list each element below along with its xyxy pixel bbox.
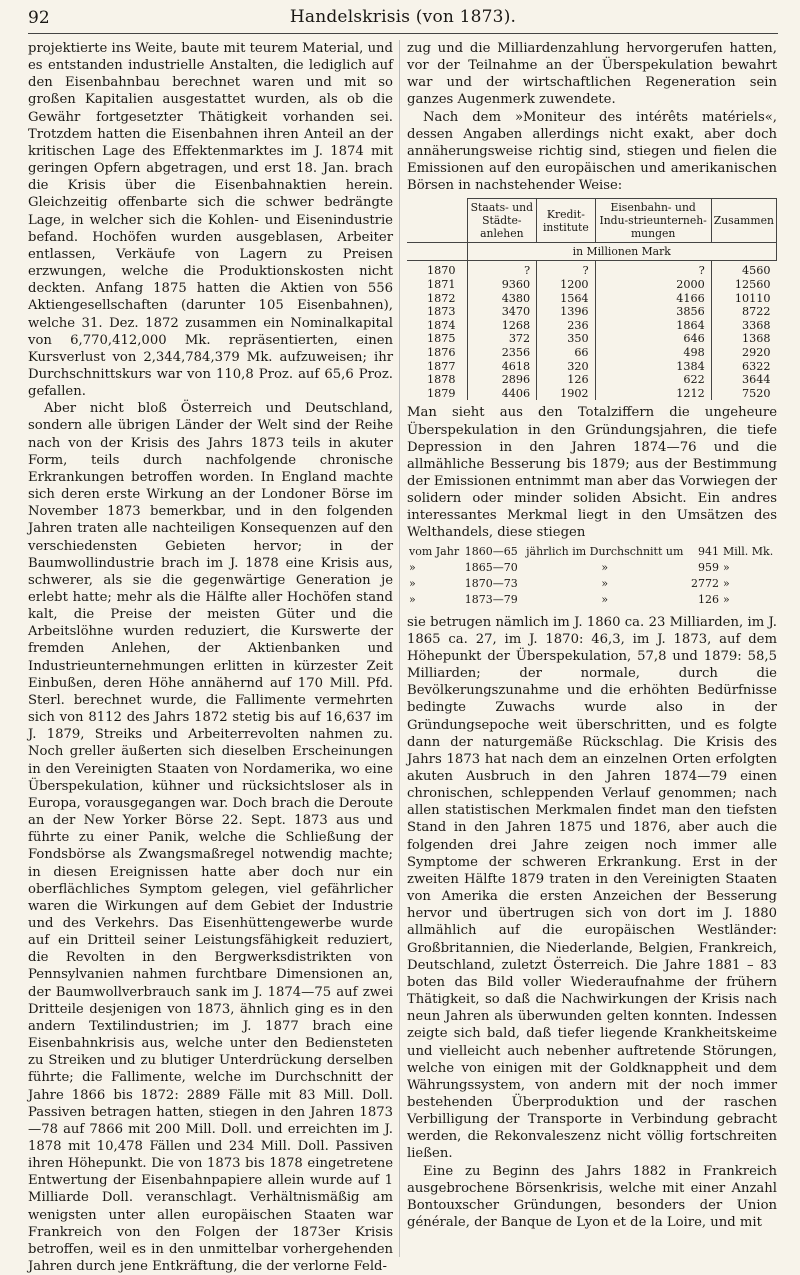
table-unit: in Millionen Mark	[467, 243, 777, 261]
cell-kredit: 236	[537, 319, 595, 333]
cell-staats: 3470	[467, 305, 537, 319]
paragraph: projektierte ins Weite, baute mit teurem Material, und es entstanden industrielle Anstalten, die lediglich auf den Eisenbahnbau berechnet waren und mit so großen Kapitalien ausgestattet wurden, als ob die Gewähr fortgesetzter Thätigkeit vorhanden sei. Trotzdem hatten die Eisenbahnen ihren Anteil an der kritischen Lage des Effektenmarktes im J. 1874 mit geringen Opfern abgetragen, und erst 18. Jan. brach die Krisis über die Eisenbahnaktien herein. Gleichzeitig offenbarte sich die schwer bedrängte Lage, in welcher sich die Kohlen- und Eisenindustrie befand. Hochöfen wurden ausgeblasen, Arbeiter entlassen, Verkäufe von Lagern zu Preisen erzwungen, welche die Produktionskosten nicht deckten. Anfang 1875 hatten die Aktien von 556 Aktiengesellschaften (darunter 105 Eisenbahnen), welche 31. Dez. 1872 zusammen ein Nominalkapital von 6,770,412,000 Mk. repräsentierten, einen Kursverlust von 2,344,784,379 Mk. aufzuweisen; ihr Durchschnittskurs war von 110,8 Proz. auf 65,6 Proz. gefallen.	[28, 41, 393, 400]
cell-kredit: 126	[537, 373, 595, 387]
cell-kredit: 350	[537, 332, 595, 346]
table-row	[407, 319, 777, 333]
cell-lead: vom Jahr	[409, 544, 460, 558]
cell-eisenbahn: 1212	[595, 387, 711, 401]
cell-text: jährlich im Durchschnitt um	[526, 544, 684, 558]
table-row	[407, 560, 777, 576]
cell-zusammen: 2920	[711, 346, 776, 360]
cell-kredit: 1200	[537, 278, 595, 292]
table-row	[407, 576, 777, 592]
cell-zusammen: 4560	[711, 261, 776, 278]
cell-kredit: ?	[537, 261, 595, 278]
cell-staats: 2356	[467, 346, 537, 360]
paragraph: Eine zu Beginn des Jahrs 1882 in Frankreich ausgebrochene Börsenkrisis, welche mit einer Anzahl Bontouxscher Gründungen, besonders der Union générale, der Banque de Lyon et de la Loire, und mit	[407, 1163, 777, 1231]
table-corner	[407, 243, 467, 261]
cell-unit: »	[722, 576, 730, 590]
cell-year: 1870	[427, 264, 456, 278]
cell-text: »	[601, 560, 609, 574]
cell-zusammen: 10110	[711, 292, 776, 306]
table-row	[407, 373, 777, 387]
table-row	[407, 387, 777, 401]
cell-staats: 4618	[467, 360, 537, 374]
cell-kredit: 1902	[537, 387, 595, 401]
cell-year: 1874	[427, 318, 456, 332]
cell-lead: »	[409, 576, 416, 590]
paragraph: zug und die Milliardenzahlung hervorgerufen hatten, vor der Teilnahme an der Überspekulation bewahrt war und der wirtschaftlichen Regeneration sein ganzes Augenmerk zuwendete.	[407, 41, 777, 108]
table-row	[407, 305, 777, 319]
header-rule	[28, 33, 778, 34]
cell-year: 1872	[427, 291, 456, 305]
cell-eisenbahn: ?	[595, 261, 711, 278]
cell-eisenbahn: 1384	[595, 360, 711, 374]
page-header	[28, 6, 778, 32]
column-divider	[399, 40, 400, 1257]
cell-zusammen: 6322	[711, 360, 776, 374]
trade-table-body	[407, 544, 777, 608]
cell-eisenbahn: 622	[595, 373, 711, 387]
emission-table	[407, 198, 777, 400]
cell-range: 1873—79	[464, 592, 518, 606]
right-column	[407, 40, 777, 1231]
cell-value: 941	[697, 544, 719, 558]
cell-kredit: 320	[537, 360, 595, 374]
table-header-zusammen: Zusammen	[711, 199, 776, 243]
cell-staats: 2896	[467, 373, 537, 387]
cell-eisenbahn: 3856	[595, 305, 711, 319]
table-row	[407, 346, 777, 360]
cell-staats: ?	[467, 261, 537, 278]
table-row	[407, 278, 777, 292]
paragraph: sie betrugen nämlich im J. 1860 ca. 23 Milliarden, im J. 1865 ca. 27, im J. 1870: 46,3, im J. 1873, auf dem Höhepunkt der Überspekulation, 57,8 und 1879: 58,5 Milliarden; der normale, durch die Bevölkerungszunahme und die erhöhten Bedürfnisse bedingte Zuwachs wurde also in der Gründungsepoche weit überschritten, und es folgte dann der naturgemäße Rückschlag. Die Krisis des Jahrs 1873 hat nach dem an einzelnen Orten erfolgten akuten Ausbruch in den Jahren 1874—79 einen chronischen, schleppenden Verlauf genommen; nach allen statistischen Merkmalen findet man den tiefsten Stand in den Jahren 1875 und 1876, aber auch die folgenden drei Jahre zeigen noch immer alle Symptome der schweren Erkrankung. Erst in der zweiten Hälfte 1879 traten in den Vereinigten Staaten von Amerika die ersten Anzeichen der Besserung hervor und übertrugen sich von dort im J. 1880 allmählich auf die europäischen Westländer: Großbritannien, die Niederlande, Belgien, Frankreich, Deutschland, zuletzt Österreich. Die Jahre 1881 – 83 boten das Bild voller Wiederaufnahme der frühern Thätigkeit, so daß die Nachwirkungen der Krisis nach neun Jahren als überwunden gelten konnten. Indessen zeigte sich bald, daß tiefer liegende Krankheitskeime und vielleicht auch nebenher auftretende Störungen, welche von einigen mit der Goldknappheit und dem Währungssystem, von andern mit der noch immer bestehenden Überproduktion und der raschen Verbilligung der Transporte in Verbindung gebracht werden, die Rekonvaleszenz nicht völlig fortschreiten ließen.	[407, 614, 777, 1162]
cell-staats: 4406	[467, 387, 537, 401]
cell-zusammen: 1368	[711, 332, 776, 346]
cell-year: 1877	[427, 359, 456, 373]
cell-year: 1871	[427, 278, 456, 291]
table-row	[407, 360, 777, 374]
table-corner	[407, 199, 467, 243]
table-row	[407, 332, 777, 346]
table-header-staats: Staats- und Städte-anlehen	[467, 199, 537, 243]
cell-year: 1878	[427, 373, 456, 387]
cell-year: 1873	[427, 305, 456, 319]
table-row	[407, 261, 777, 278]
cell-zusammen: 8722	[711, 305, 776, 319]
cell-value: 2772	[690, 576, 719, 590]
cell-zusammen: 3644	[711, 373, 776, 387]
cell-unit: »	[722, 560, 730, 574]
cell-staats: 1268	[467, 319, 537, 333]
cell-eisenbahn: 2000	[595, 278, 711, 292]
cell-eisenbahn: 4166	[595, 292, 711, 306]
cell-text: »	[601, 576, 609, 590]
cell-eisenbahn: 1864	[595, 319, 711, 333]
cell-unit: »	[722, 592, 730, 606]
trade-table	[407, 544, 777, 608]
emission-table-body	[407, 261, 777, 400]
cell-year: 1875	[427, 332, 456, 346]
table-header-eisenbahn: Eisenbahn- und Indu-strieunterneh-mungen	[595, 199, 711, 243]
table-row	[407, 544, 777, 560]
cell-unit: Mill. Mk.	[722, 544, 774, 558]
page-number: 92	[28, 8, 50, 28]
table-header-kredit: Kredit-institute	[537, 199, 595, 243]
cell-zusammen: 12560	[711, 278, 776, 292]
cell-year: 1879	[427, 386, 456, 400]
cell-staats: 372	[467, 332, 537, 346]
cell-value: 959	[697, 560, 719, 574]
cell-staats: 4380	[467, 292, 537, 306]
paragraph: Man sieht aus den Totalziffern die ungeheure Überspekulation in den Gründungsjahren, die tiefe Depression in den Jahren 1874—76 und die allmähliche Besserung bis 1879; aus der Bestimmung der Emissionen entnimmt man aber das Vorwiegen der solidern oder minder soliden Absicht. Ein andres interessantes Merkmal liegt in den Umsätzen des Welthandels, diese stiegen	[407, 405, 777, 541]
cell-range: 1870—73	[464, 576, 518, 590]
cell-eisenbahn: 498	[595, 346, 711, 360]
cell-range: 1865—70	[464, 560, 518, 574]
cell-zusammen: 3368	[711, 319, 776, 333]
running-title: Handelskrisis (von 1873).	[289, 7, 517, 27]
cell-year: 1876	[427, 345, 456, 359]
cell-eisenbahn: 646	[595, 332, 711, 346]
cell-text: »	[601, 592, 609, 606]
paragraph: Aber nicht bloß Österreich und Deutschland, sondern alle übrigen Länder der Welt sind der Reihe nach von der Krisis des Jahrs 1873 teils in akuter Form, teils durch nachfolgende chronische Erkrankungen betroffen worden. In England machte sich deren erste Wirkung an der Londoner Börse im November 1873 bemerkbar, und in den folgenden Jahren traten alle nachteiligen Konsequenzen auf den verschiedensten Gebieten hervor; in der Baumwollindustrie brach im J. 1878 eine Krisis aus, schwerer, als sie die gegenwärtige Generation je erlebt hatte; mehr als die Hälfte aller Hochöfen stand kalt, die Preise der meisten Güter und die Arbeitslöhne wurden reduziert, die Kurswerte der fremden Anlehen, der Aktienbanken und Industrieunternehmungen erlitten in kürzester Zeit Einbußen, deren Höhe annähernd auf 170 Mill. Pfd. Sterl. berechnet wurde, die Fallimente vermehrten sich von 8112 des Jahrs 1872 stetig bis auf 16,637 im J. 1879, Streiks und Arbeiterrevolten nahmen zu. Noch greller äußerten sich dieselben Erscheinungen in den Vereinigten Staaten von Nordamerika, wo eine Überspekulation, kühner und rücksichtsloser als in Europa, vorausgegangen war. Doch brach die Deroute an der New Yorker Börse 22. Sept. 1873 aus und führte zu einer Panik, welche die Schließung der Fondsbörse als Zwangsmaßregel notwendig machte; in diesen Ereignissen hatte aber doch nur ein oberflächliches Symptom gelegen, viel gefährlicher waren die Wirkungen auf dem Gebiet der Industrie und des Verkehrs. Das Eisenhüttengewerbe wurde auf ein Dritteil seiner Leistungsfähigkeit reduziert, die Revolten in den Bergwerksdistrikten von Pennsylvanien nahmen furchtbare Dimensionen an, der Baumwollverbrauch sank im J. 1874—75 auf zwei Dritteile desjenigen von 1873, ähnlich ging es in den andern Textilindustrien; im J. 1877 brach eine Eisenbahnkrisis aus, welche unter den Bediensteten zu Streiken und zu blutiger Unterdrückung derselben führte; die Fallimente, welche im Durchschnitt der Jahre 1866 bis 1872: 2889 Fälle mit 83 Mill. Doll. Passiven betragen hatten, stiegen in den Jahren 1873—78 auf 7866 mit 200 Mill. Doll. und erreichten im J. 1878 mit 10,478 Fällen und 234 Mill. Doll. Passiven ihren Höhepunkt. Die von 1873 bis 1878 eingetretene Entwertung der Eisenbahnpapiere allein wurde auf 1 Milliarde Doll. veranschlagt. Verhältnismäßig am wenigsten unter allen europäischen Staaten war Frankreich von den Folgen der 1873er Krisis betroffen, weil es in den unmittelbar vorhergehenden Jahren durch jene Entkräftung, die der verlorne Feld-	[28, 401, 393, 1275]
cell-staats: 9360	[467, 278, 537, 292]
cell-kredit: 1396	[537, 305, 595, 319]
table-row	[407, 592, 777, 608]
cell-kredit: 1564	[537, 292, 595, 306]
left-column	[28, 40, 393, 1275]
cell-kredit: 66	[537, 346, 595, 360]
cell-value: 126	[697, 592, 719, 606]
cell-lead: »	[409, 560, 416, 574]
cell-range: 1860—65	[464, 544, 518, 558]
paragraph: Nach dem »Moniteur des intérêts matériels«, dessen Angaben allerdings nicht exakt, aber doch annäherungsweise richtig sind, stiegen und fielen die Emissionen auf den europäischen und amerikanischen Börsen in nachstehender Weise:	[407, 109, 777, 194]
table-row	[407, 292, 777, 306]
cell-lead: »	[409, 592, 416, 606]
cell-zusammen: 7520	[711, 387, 776, 401]
